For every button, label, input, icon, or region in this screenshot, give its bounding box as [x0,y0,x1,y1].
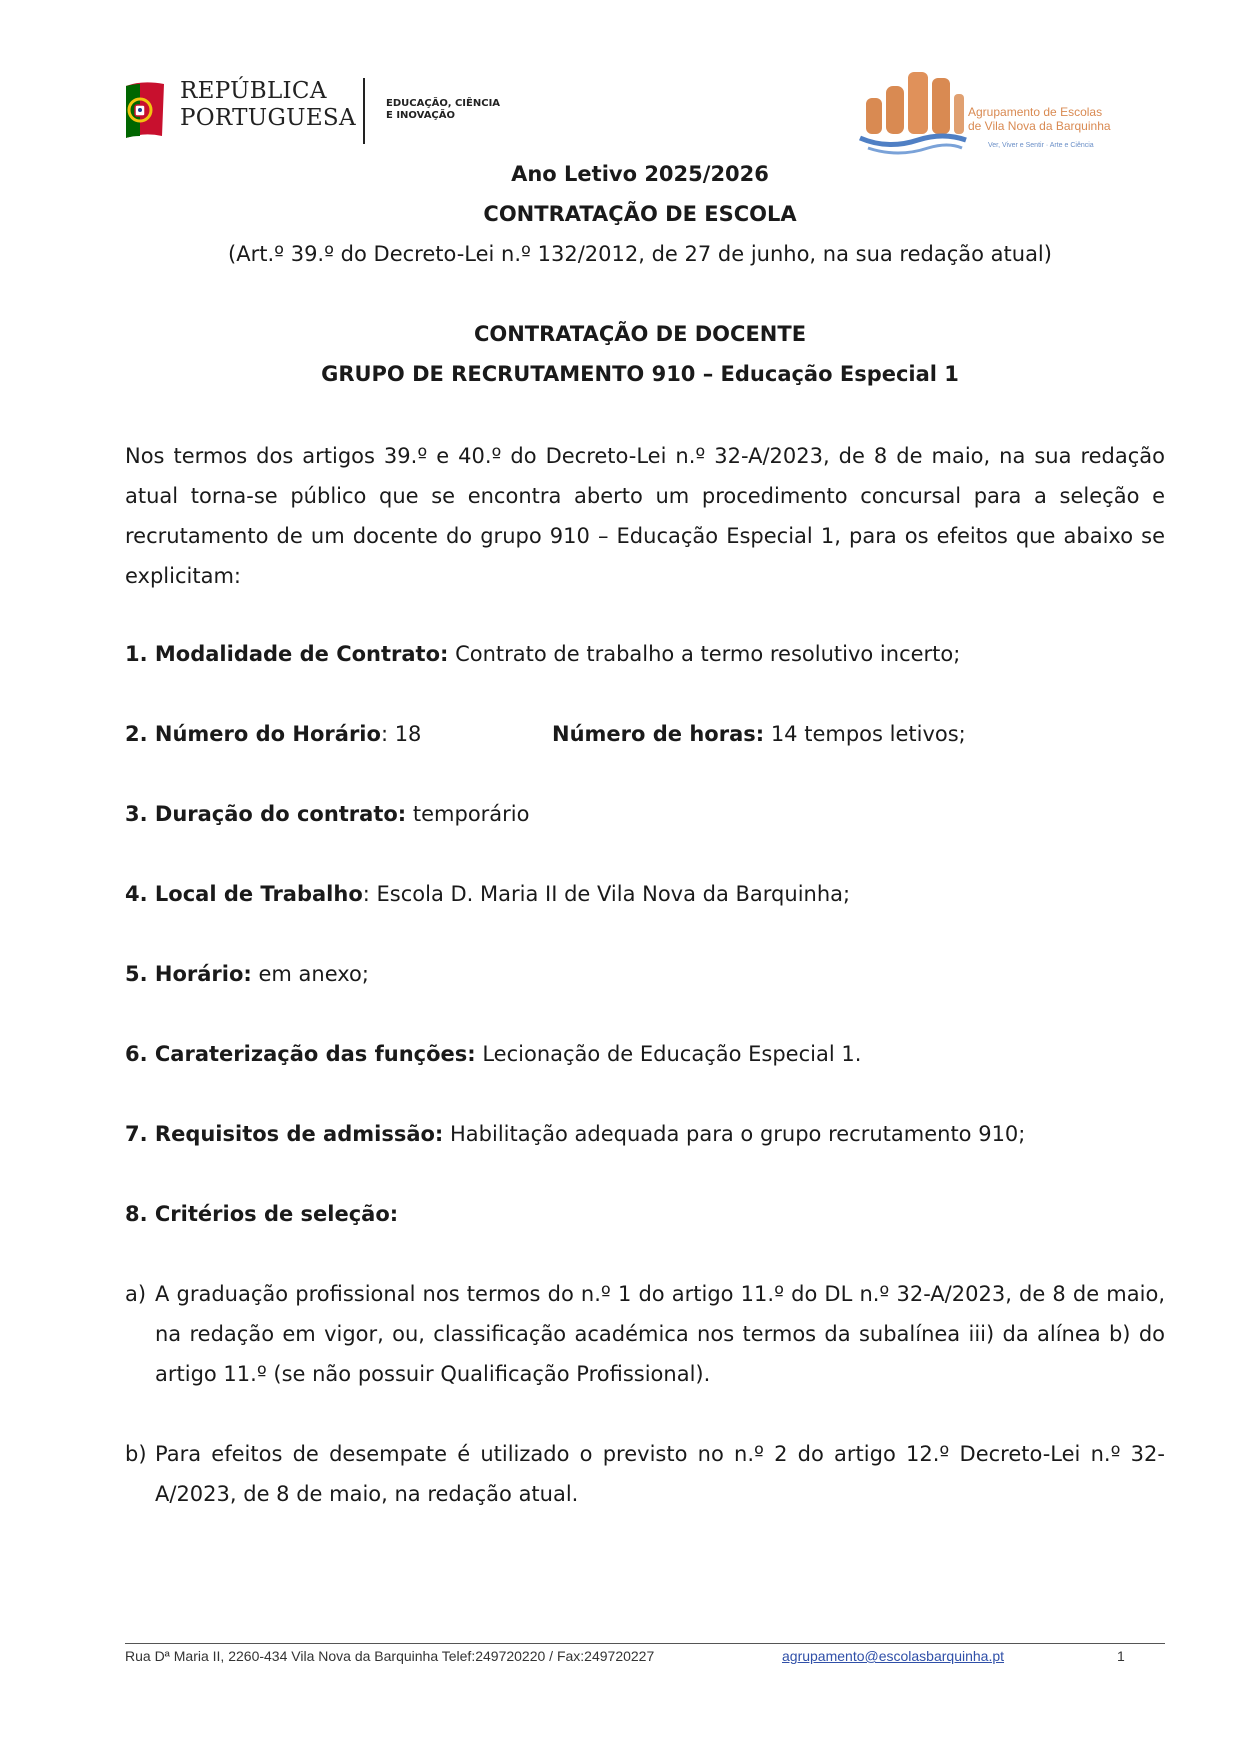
criterion-text: A graduação profissional nos termos do n.º 1 do artigo 11.º do DL n.º 32-A/2023, de 8 de maio, na redação em vigor, ou, classificação académica nos termos da subalínea iii) da alínea b) do artigo 11.º (se não possuir Qualificação Profissional). [155,1282,1165,1386]
footer [125,1648,1165,1668]
school-year-title: Ano Letivo 2025/2026 [511,162,769,186]
school-name-line-2: de Vila Nova da Barquinha [968,119,1111,133]
ministry-line-1: EDUCAÇÃO, CIÊNCIA [386,98,501,109]
criterion-text: Para efeitos de desempate é utilizado o previsto no n.º 2 do artigo 12.º Decreto-Lei n.º 32-A/2023, de 8 de maio, na redação atual. [155,1442,1165,1506]
item-label: 2. Número do Horário [125,722,381,746]
portuguese-emblem-icon [122,80,168,140]
item-value: : Escola D. Maria II de Vila Nova da Barquinha; [362,882,851,906]
school-buildings-icon [858,68,968,160]
item-hours [552,720,1152,748]
republica-portuguesa-name [180,78,356,132]
school-name [968,105,1111,133]
item-selection-criteria [125,1200,1165,1228]
criterion-a [125,1274,1165,1394]
item-value: : 18 [380,722,422,746]
item-contract-duration [125,800,1165,828]
footer-divider [125,1643,1165,1644]
footer-email-link[interactable]: agrupamento@escolasbarquinha.pt [782,1648,1005,1664]
republica-portuguesa-logo [122,78,542,148]
ministry-line-2: E INOVAÇÃO [386,110,456,121]
logo-divider [363,78,365,144]
republica-line: REPÚBLICA [180,78,327,104]
item-label: 1. Modalidade de Contrato: [125,642,449,666]
footer-address: Rua Dª Maria II, 2260-434 Vila Nova da Barquinha Telef:249720220 / Fax:249720227 [125,1648,655,1664]
item-value: temporário [406,802,530,826]
item-label: 3. Duração do contrato: [125,802,407,826]
recruitment-group-title: GRUPO DE RECRUTAMENTO 910 – Educação Especial 1 [321,362,959,386]
item-label: 7. Requisitos de admissão: [125,1122,444,1146]
ministry-name [386,98,500,122]
intro-paragraph: Nos termos dos artigos 39.º e 40.º do Decreto-Lei n.º 32-A/2023, de 8 de maio, na sua redação atual torna-se público que se encontra aberto um procedimento concursal para a seleção e recrutamento de um docente do grupo 910 – Educação Especial 1, para os efeitos que abaixo se explicitam: [125,444,1165,588]
main-title: CONTRATAÇÃO DE ESCOLA [483,202,797,226]
item-value: em anexo; [251,962,369,986]
agrupamento-escolas-logo [858,68,1138,160]
section-title: CONTRATAÇÃO DE DOCENTE [473,322,807,346]
item-contract-type [125,640,1165,668]
item-label: 5. Horário: [125,962,252,986]
criterion-label: a) [125,1282,147,1306]
school-name-line-1: Agrupamento de Escolas [968,105,1103,119]
portuguesa-line: PORTUGUESA [180,105,356,131]
item-label: Número de horas: [552,722,765,746]
item-requirements [125,1120,1165,1148]
item-duties [125,1040,1165,1068]
item-value: 14 tempos letivos; [764,722,966,746]
criterion-label: b) [125,1442,147,1466]
legal-reference: (Art.º 39.º do Decreto-Lei n.º 132/2012, de 27 de junho, na sua redação atual) [228,242,1052,266]
item-value: Habilitação adequada para o grupo recrutamento 910; [443,1122,1026,1146]
item-label: 6. Caraterização das funções: [125,1042,476,1066]
item-label: 4. Local de Trabalho [125,882,363,906]
item-timetable [125,960,1165,988]
item-value: Contrato de trabalho a termo resolutivo incerto; [448,642,961,666]
school-motto: Ver, Viver e Sentir · Arte e Ciência [988,142,1094,149]
criterion-b [125,1434,1165,1514]
item-workplace [125,880,1165,908]
item-value: Lecionação de Educação Especial 1. [475,1042,862,1066]
page-number: 1 [1117,1648,1125,1664]
item-label: 8. Critérios de seleção: [125,1202,399,1226]
